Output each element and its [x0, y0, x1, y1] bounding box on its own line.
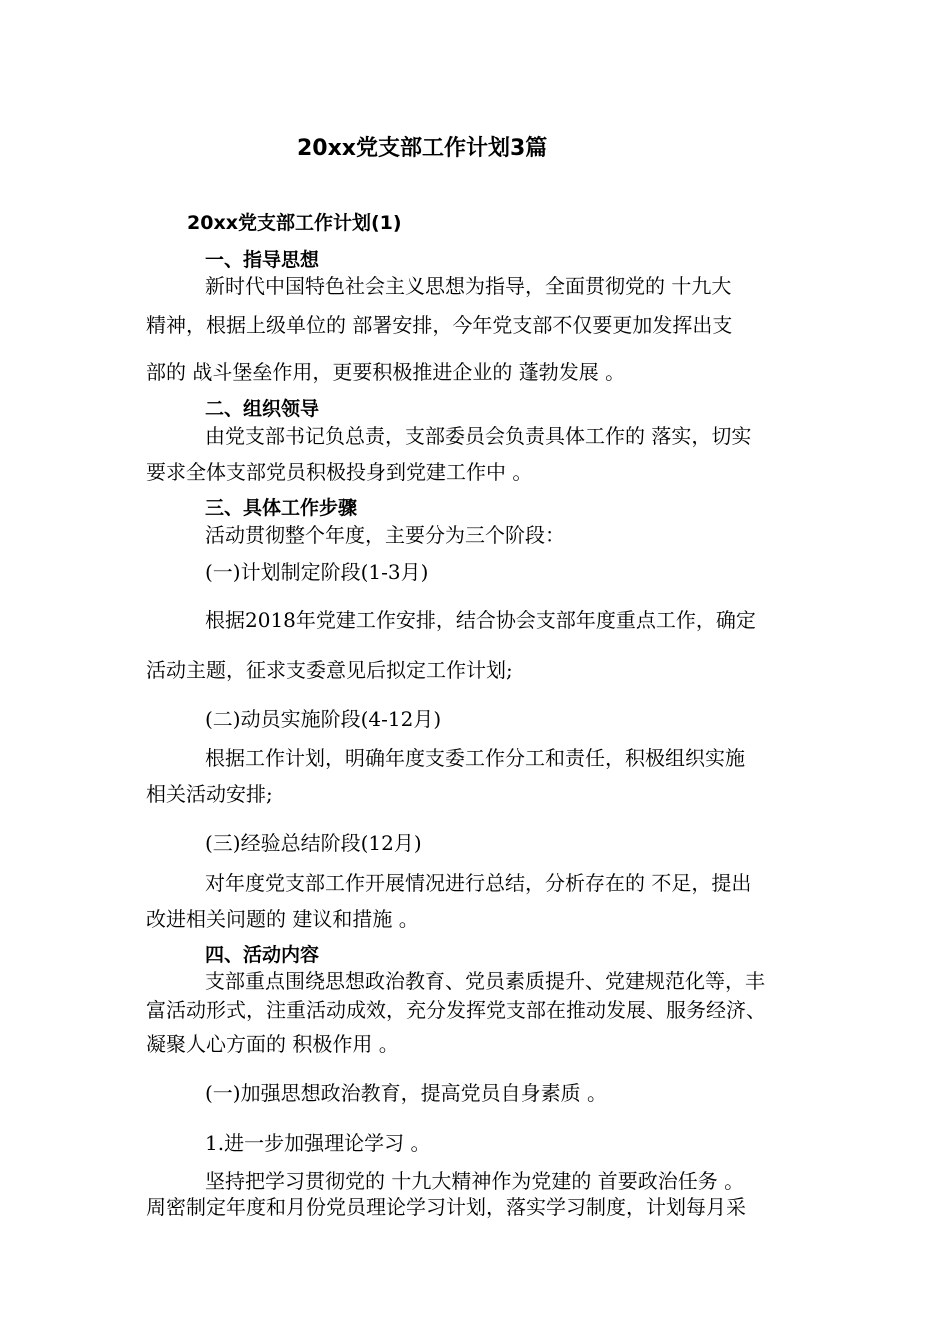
- heading-organization: 二、组织领导: [205, 398, 320, 420]
- paragraph-line: 对年度党支部工作开展情况进行总结，分析存在的 不足，提出: [205, 871, 752, 895]
- heading-guiding-ideology: 一、指导思想: [205, 249, 320, 271]
- paragraph-line: 富活动形式，注重活动成效，充分发挥党支部在推动发展、服务经济、: [146, 998, 766, 1022]
- heading-activity-content: 四、活动内容: [205, 944, 320, 966]
- paragraph-line: (一)计划制定阶段(1-3月): [205, 560, 429, 584]
- paragraph-line: 1.进一步加强理论学习 。: [205, 1131, 431, 1155]
- paragraph-line: 精神，根据上级单位的 部署安排，今年党支部不仅要更加发挥出支: [146, 313, 733, 337]
- paragraph-line: 支部重点围绕思想政治教育、党员素质提升、党建规范化等，丰: [205, 969, 765, 993]
- paragraph-line: 活动主题，征求支委意见后拟定工作计划;: [146, 658, 513, 682]
- paragraph-line: 要求全体支部党员积极投身到党建工作中 。: [146, 460, 533, 484]
- paragraph-line: 改进相关问题的 建议和措施 。: [146, 907, 419, 931]
- paragraph-line: (二)动员实施阶段(4-12月): [205, 707, 442, 731]
- paragraph-line: (一)加强思想政治教育，提高党员自身素质 。: [205, 1081, 607, 1105]
- paragraph-line: 活动贯彻整个年度，主要分为三个阶段：: [205, 523, 565, 547]
- paragraph-line: 新时代中国特色社会主义思想为指导，全面贯彻党的 十九大: [205, 274, 732, 298]
- paragraph-line: 相关活动安排;: [146, 782, 273, 806]
- document-title: 20xx党支部工作计划3篇: [297, 136, 548, 161]
- paragraph-line: 凝聚人心方面的 积极作用 。: [146, 1032, 399, 1056]
- paragraph-line: 坚持把学习贯彻党的 十九大精神作为党建的 首要政治任务 。: [205, 1169, 745, 1193]
- paragraph-line: 根据2018年党建工作安排，结合协会支部年度重点工作，确定: [205, 608, 756, 632]
- paragraph-line: (三)经验总结阶段(12月): [205, 831, 422, 855]
- heading-work-steps: 三、具体工作步骤: [205, 497, 358, 519]
- paragraph-line: 根据工作计划，明确年度支委工作分工和责任，积极组织实施: [205, 746, 745, 770]
- paragraph-line: 周密制定年度和月份党员理论学习计划，落实学习制度，计划每月采: [146, 1195, 746, 1219]
- section-subtitle: 20xx党支部工作计划(1): [187, 212, 402, 234]
- paragraph-line: 部的 战斗堡垒作用，更要积极推进企业的 蓬勃发展 。: [146, 360, 626, 384]
- paragraph-line: 由党支部书记负总责，支部委员会负责具体工作的 落实，切实: [205, 424, 752, 448]
